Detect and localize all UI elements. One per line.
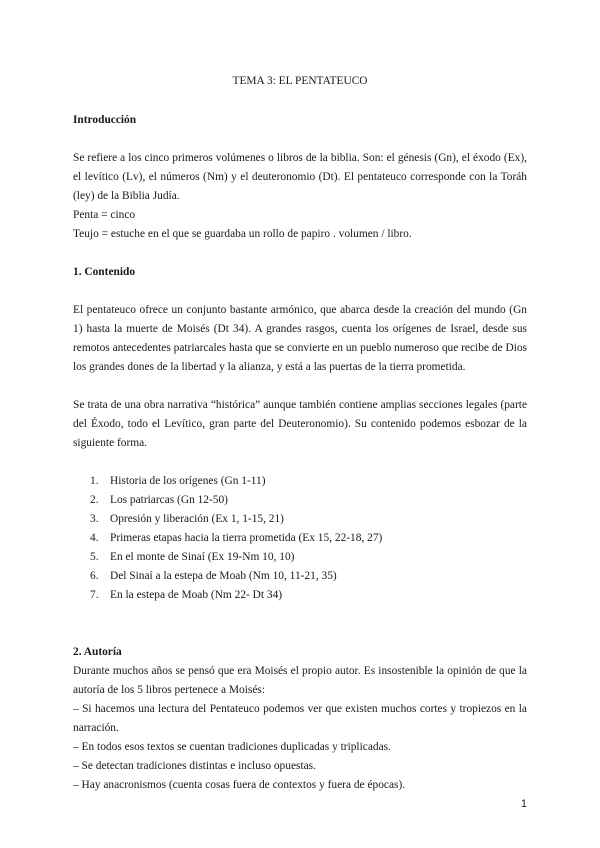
autoria-point: – En todos esos textos se cuentan tradiciones duplicadas y triplicadas. bbox=[73, 741, 391, 753]
contenido-list bbox=[73, 472, 527, 605]
list-item-number: 5. bbox=[90, 551, 99, 563]
intro-paragraph: Se refiere a los cinco primeros volúmenes o libros de la biblia. Son: el génesis (Gn), el éxodo (Ex), el levítico (Lv), el números (Nm) y el deuteronomio (Dt). El pentateuco corresponde con la Toráh (ley) de la Biblia Judía. bbox=[73, 152, 527, 202]
list-item bbox=[73, 472, 527, 491]
list-item bbox=[73, 491, 527, 510]
document-title: TEMA 3: EL PENTATEUCO bbox=[232, 75, 368, 87]
list-item-number: 2. bbox=[90, 494, 99, 506]
list-item bbox=[73, 567, 527, 586]
list-item-text: Primeras etapas hacia la tierra prometida (Ex 15, 22-18, 27) bbox=[110, 532, 383, 544]
intro-line-teujo: Teujo = estuche en el que se guardaba un rollo de papiro . volumen / libro. bbox=[73, 228, 412, 240]
contenido-paragraph-1: El pentateuco ofrece un conjunto bastante armónico, que abarca desde la creación del mundo (Gn 1) hasta la muerte de Moisés (Dt 34). A grandes rasgos, cuenta los orígenes de Israel, desde sus remotos antecedentes patriarcales hasta que se convierte en un pueblo numeroso que recibe de Dios los grandes dones de la libertad y la alianza, y está a las puertas de la tierra prometida. bbox=[73, 304, 527, 373]
list-item bbox=[73, 510, 527, 529]
list-item-text: Los patriarcas (Gn 12-50) bbox=[110, 494, 228, 506]
list-item-text: Opresión y liberación (Ex 1, 1-15, 21) bbox=[110, 513, 284, 525]
list-item-text: Del Sinaí a la estepa de Moab (Nm 10, 11-21, 35) bbox=[110, 570, 337, 582]
autoria-point: – Se detectan tradiciones distintas e incluso opuestas. bbox=[73, 760, 316, 772]
list-item-text: En el monte de Sinaí (Ex 19-Nm 10, 10) bbox=[110, 551, 295, 563]
autoria-heading: 2. Autoría bbox=[73, 646, 122, 658]
intro-line-penta: Penta = cinco bbox=[73, 209, 136, 221]
document-page bbox=[73, 72, 527, 795]
list-item-number: 6. bbox=[90, 570, 99, 582]
contenido-heading: 1. Contenido bbox=[73, 266, 136, 278]
list-item bbox=[73, 586, 527, 605]
page-number: 1 bbox=[520, 798, 527, 810]
list-item-text: En la estepa de Moab (Nm 22- Dt 34) bbox=[110, 589, 283, 601]
list-item-text: Historia de los orígenes (Gn 1-11) bbox=[110, 475, 266, 487]
list-item-number: 1. bbox=[90, 475, 99, 487]
autoria-point: – Si hacemos una lectura del Pentateuco podemos ver que existen muchos cortes y tropiezos en la narración. bbox=[73, 703, 527, 734]
list-item bbox=[73, 529, 527, 548]
contenido-paragraph-2: Se trata de una obra narrativa “histórica” aunque también contiene amplias secciones legales (parte del Éxodo, todo el Levítico, gran parte del Deuteronomio). Su contenido podemos esbozar de la siguiente forma. bbox=[73, 399, 527, 449]
list-item-number: 4. bbox=[90, 532, 99, 544]
list-item-number: 7. bbox=[90, 589, 99, 601]
autoria-paragraph: Durante muchos años se pensó que era Moisés el propio autor. Es insostenible la opinión de que la autoría de los 5 libros pertenece a Moisés: bbox=[73, 665, 527, 696]
intro-heading: Introducción bbox=[73, 114, 137, 126]
list-item-number: 3. bbox=[90, 513, 99, 525]
list-item bbox=[73, 548, 527, 567]
autoria-point: – Hay anacronismos (cuenta cosas fuera de contextos y fuera de épocas). bbox=[73, 779, 406, 791]
